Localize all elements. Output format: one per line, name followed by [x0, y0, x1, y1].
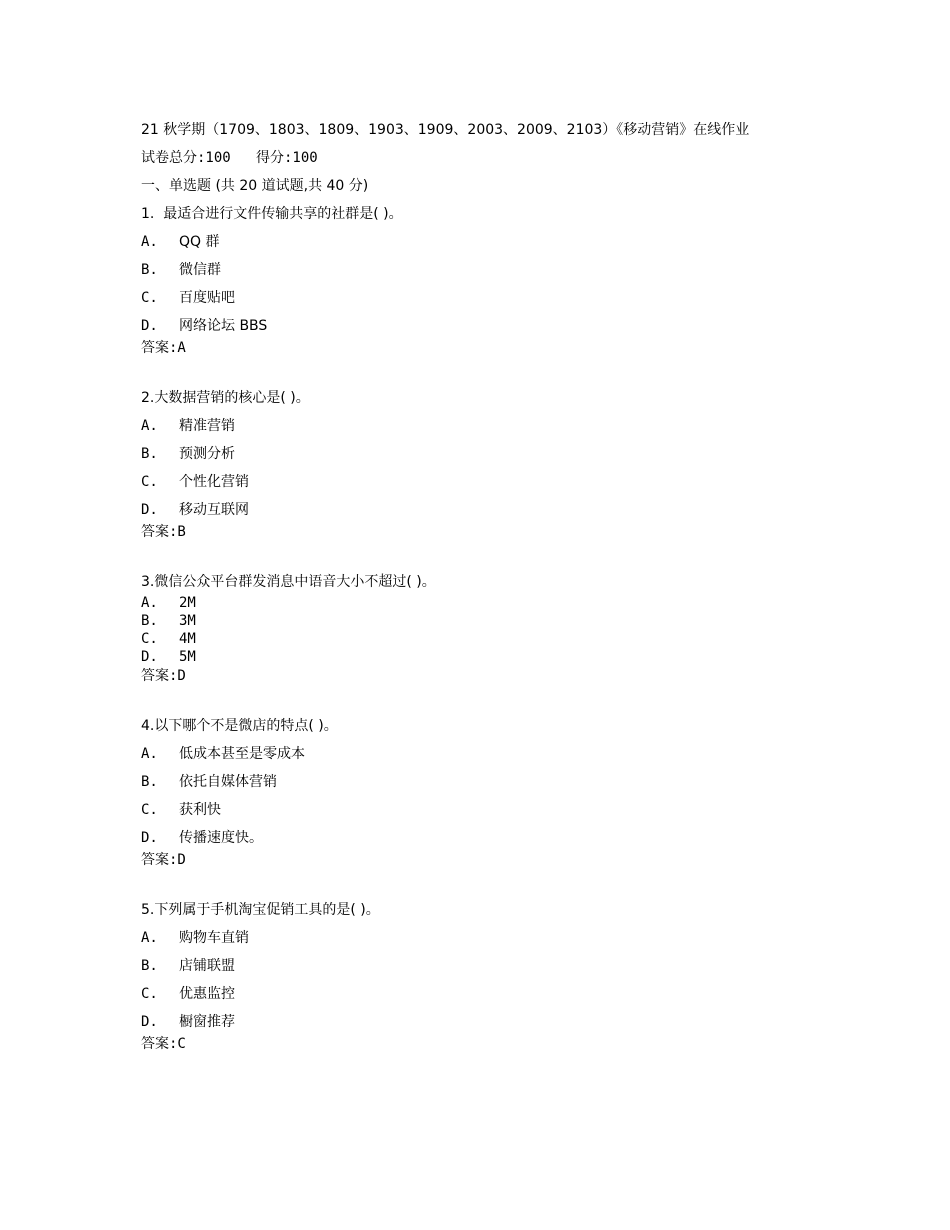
question-text: 3.微信公众平台群发消息中语音大小不超过( )。	[141, 574, 436, 590]
option-c	[141, 470, 811, 494]
answer-line: 答案:D	[141, 852, 186, 868]
option-text: 5M	[179, 649, 196, 665]
option-d	[141, 826, 811, 850]
option-letter: D.	[141, 502, 158, 518]
option-text: 橱窗推荐	[179, 1014, 235, 1030]
option-text: 百度贴吧	[179, 290, 235, 306]
question-text: 2.大数据营销的核心是( )。	[141, 390, 310, 406]
option-text: 微信群	[179, 262, 221, 278]
option-letter: B.	[141, 446, 158, 462]
option-c	[141, 798, 811, 822]
option-text: 2M	[179, 595, 196, 611]
option-text: 3M	[179, 613, 196, 629]
option-a	[141, 742, 811, 766]
option-text: 移动互联网	[179, 502, 249, 518]
document-title: 21 秋学期（1709、1803、1809、1903、1909、2003、2009、2103）《移动营销》在线作业	[141, 122, 750, 138]
option-b	[141, 258, 811, 282]
option-text: 网络论坛 BBS	[179, 318, 268, 334]
option-c	[141, 286, 811, 310]
option-letter: C.	[141, 290, 158, 306]
option-letter: D.	[141, 649, 158, 665]
option-letter: B.	[141, 958, 158, 974]
option-text: 精准营销	[179, 418, 235, 434]
answer-line: 答案:C	[141, 1036, 186, 1052]
option-text: 传播速度快。	[179, 830, 263, 846]
option-b	[141, 612, 811, 630]
option-letter: A.	[141, 930, 158, 946]
option-letter: A.	[141, 746, 158, 762]
document-page	[141, 118, 811, 1054]
option-d	[141, 1010, 811, 1034]
option-letter: B.	[141, 613, 158, 629]
question-text: 4.以下哪个不是微店的特点( )。	[141, 718, 338, 734]
option-text: 优惠监控	[179, 986, 235, 1002]
question-5	[141, 898, 811, 1054]
option-text: 获利快	[179, 802, 221, 818]
question-2	[141, 386, 811, 542]
option-text: 个性化营销	[179, 474, 249, 490]
option-letter: A.	[141, 234, 158, 250]
option-text: 4M	[179, 631, 196, 647]
option-b	[141, 954, 811, 978]
option-text: 店铺联盟	[179, 958, 235, 974]
option-c	[141, 630, 811, 648]
option-text: QQ 群	[179, 234, 220, 250]
option-text: 依托自媒体营销	[179, 774, 277, 790]
option-d	[141, 498, 811, 522]
option-letter: D.	[141, 830, 158, 846]
option-text: 购物车直销	[179, 930, 249, 946]
option-c	[141, 982, 811, 1006]
option-letter: C.	[141, 986, 158, 1002]
option-letter: B.	[141, 262, 158, 278]
option-d	[141, 314, 811, 338]
option-letter: D.	[141, 318, 158, 334]
option-letter: A.	[141, 418, 158, 434]
question-4	[141, 714, 811, 870]
option-letter: B.	[141, 774, 158, 790]
option-letter: C.	[141, 474, 158, 490]
answer-line: 答案:B	[141, 524, 186, 540]
option-a	[141, 926, 811, 950]
option-text: 预测分析	[179, 446, 235, 462]
option-b	[141, 770, 811, 794]
option-letter: A.	[141, 595, 158, 611]
option-b	[141, 442, 811, 466]
option-a	[141, 594, 811, 612]
score-line: 试卷总分:100 得分:100	[141, 150, 318, 166]
option-a	[141, 230, 811, 254]
option-a	[141, 414, 811, 438]
question-text: 1. 最适合进行文件传输共享的社群是( )。	[141, 206, 403, 222]
option-letter: D.	[141, 1014, 158, 1030]
question-3	[141, 570, 811, 686]
answer-line: 答案:D	[141, 668, 186, 684]
answer-line: 答案:A	[141, 340, 186, 356]
section-heading: 一、单选题 (共 20 道试题,共 40 分)	[141, 178, 369, 194]
question-text: 5.下列属于手机淘宝促销工具的是( )。	[141, 902, 380, 918]
option-text: 低成本甚至是零成本	[179, 746, 305, 762]
option-letter: C.	[141, 631, 158, 647]
option-letter: C.	[141, 802, 158, 818]
option-d	[141, 648, 811, 666]
question-1	[141, 202, 811, 358]
